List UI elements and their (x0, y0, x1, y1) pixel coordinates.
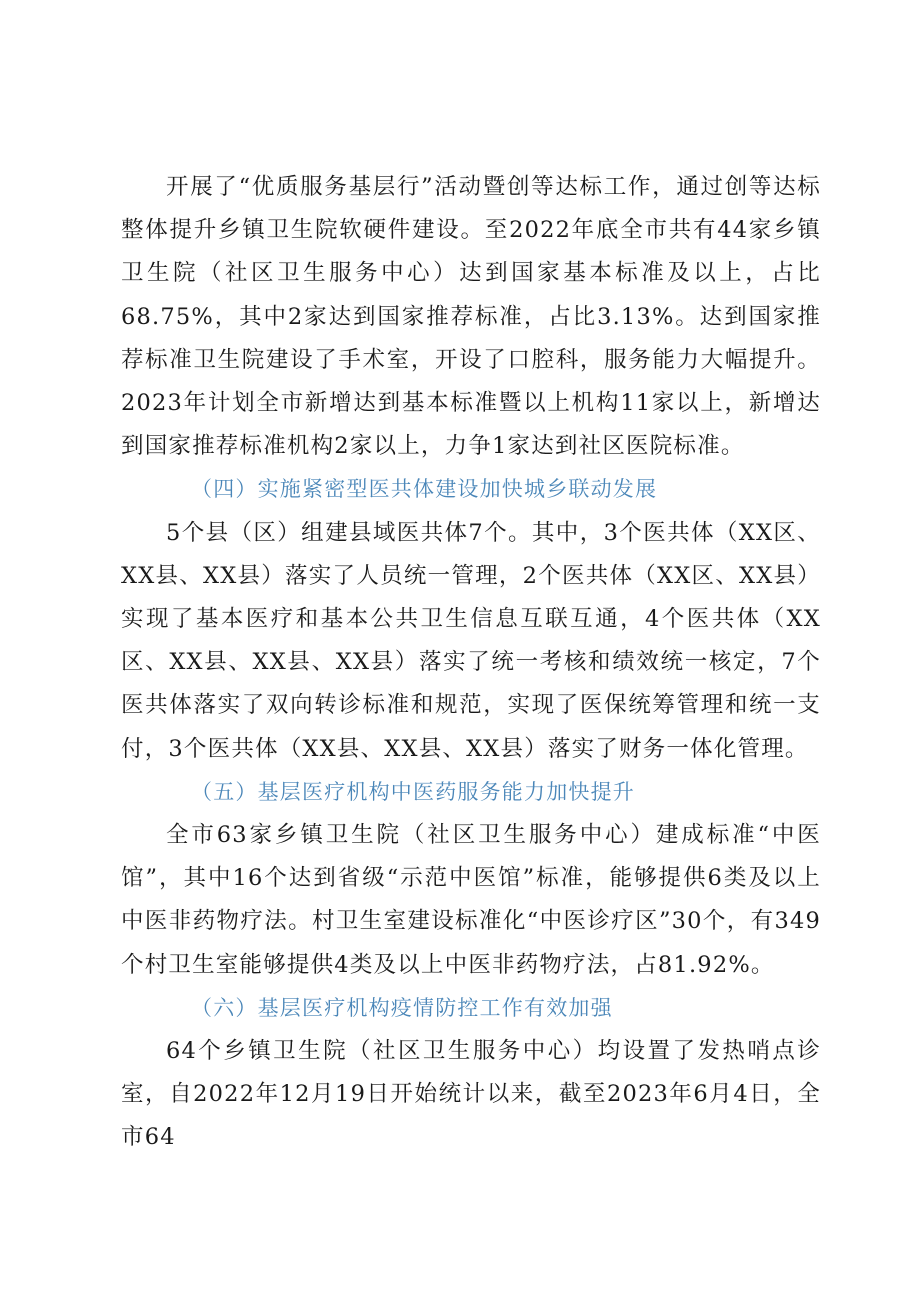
paragraph-creation-standards: 开展了“优质服务基层行”活动暨创等达标工作，通过创等达标整体提升乡镇卫生院软硬件建设。至2022年底全市共有44家乡镇卫生院（社区卫生服务中心）达到国家基本标准及以上，占比68.75%，其中2家达到国家推荐标准，占比3.13%。达到国家推荐标准卫生院建设了手术室，开设了口腔科，服务能力大幅提升。2023年计划全市新增达到基本标准暨以上机构11家以上，新增达到国家推荐标准机构2家以上，力争1家达到社区医院标准。 (121, 174, 821, 460)
section-heading-5: （五）基层医疗机构中医药服务能力加快提升 (191, 779, 635, 804)
section-heading-4: （四）实施紧密型医共体建设加快城乡联动发展 (191, 477, 658, 502)
paragraph-medical-community: 5个县（区）组建县域医共体7个。其中，3个医共体（XX区、XX县、XX县）落实了人员统一管理，2个医共体（XX区、XX县）实现了基本医疗和基本公共卫生信息互联互通，4个医共体（XX区、XX县、XX县、XX县）落实了统一考核和绩效统一核定，7个医共体落实了双向转诊标准和规范，实现了医保统筹管理和统一支付，3个医共体（XX县、XX县、XX县）落实了财务一体化管理。 (121, 519, 821, 762)
paragraph-epidemic-control: 64个乡镇卫生院（社区卫生服务中心）均设置了发热哨点诊室，自2022年12月19日开始统计以来，截至2023年6月4日，全市64 (121, 1038, 821, 1151)
paragraph-tcm-services: 全市63家乡镇卫生院（社区卫生服务中心）建成标准“中医馆”，其中16个达到省级“示范中医馆”标准，能够提供6类及以上中医非药物疗法。村卫生室建设标准化“中医诊疗区”30个，有349个村卫生室能够提供4类及以上中医非药物疗法，占81.92%。 (121, 822, 821, 978)
section-heading-6: （六）基层医疗机构疫情防控工作有效加强 (191, 995, 613, 1020)
document-body (121, 166, 821, 1160)
